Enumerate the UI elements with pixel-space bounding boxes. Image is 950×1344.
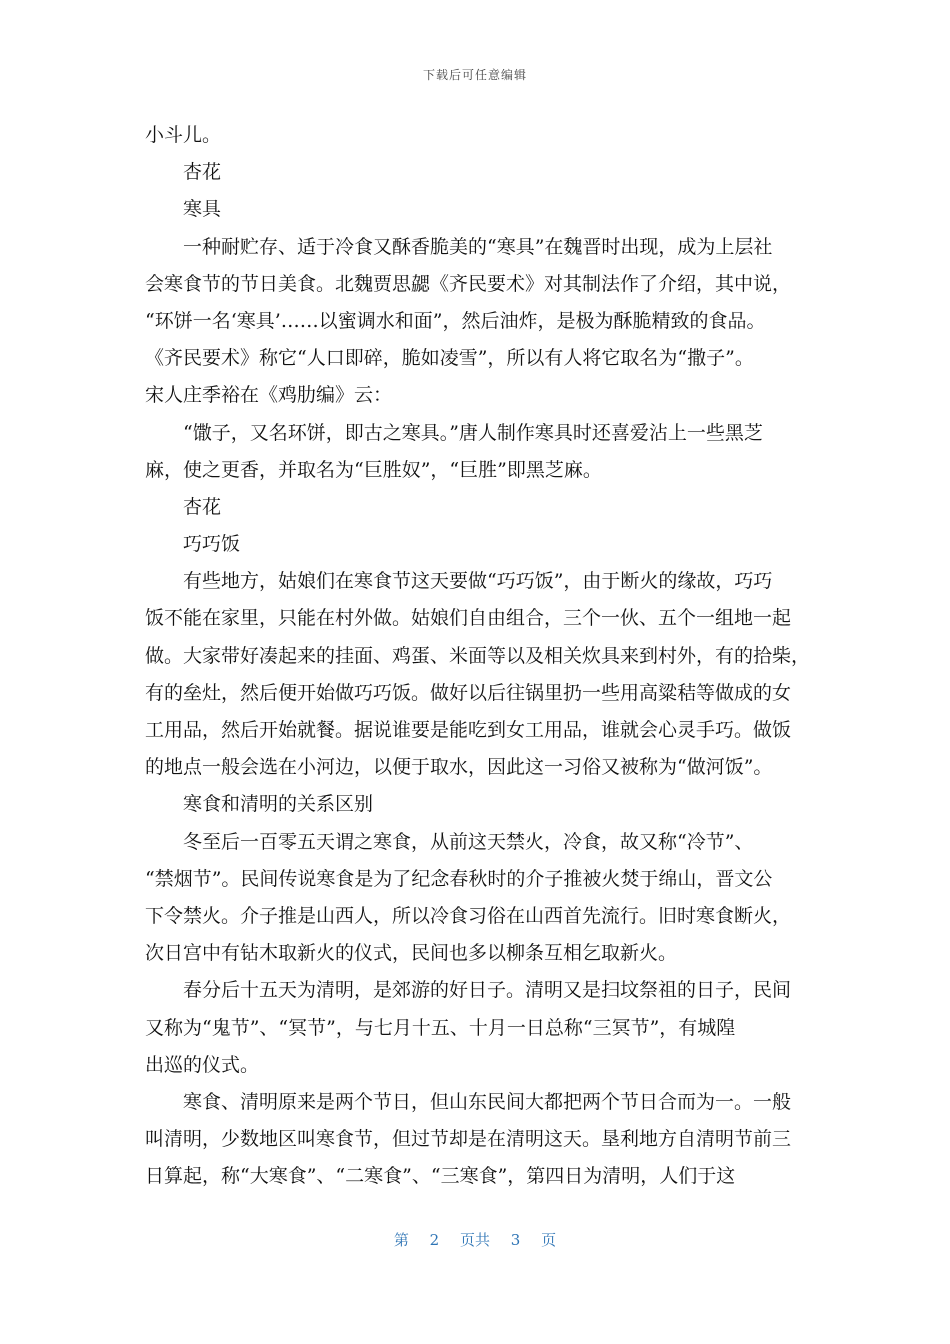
text-line: 寒食和清明的关系区别 <box>183 793 374 816</box>
text-line: 叫清明，少数地区叫寒食节，但过节却是在清明这天。垦利地方自清明节前三 <box>145 1128 792 1151</box>
text-line: 杏花 <box>183 161 222 184</box>
text-line: 有的垒灶，然后便开始做巧巧饭。做好以后往锅里扔一些用高粱秸等做成的女 <box>145 681 792 704</box>
footer-page-number: 2 <box>429 1231 440 1249</box>
text-line: 《齐民要术》称它“人口即碎，脆如凌雪”，所以有人将它取名为“撒子”。 <box>145 347 754 370</box>
text-line: 工用品，然后开始就餐。据说谁要是能吃到女工用品，谁就会心灵手巧。做饭 <box>145 719 792 741</box>
text-line: “禁烟节”。民间传说寒食是为了纪念春秋时的介子推被火焚于绵山，晋文公 <box>145 867 773 890</box>
text-line: 宋人庄季裕在《鸡肋编》云： <box>145 384 393 407</box>
footer-total-pages: 3 <box>510 1231 521 1249</box>
page-footer <box>0 1229 950 1250</box>
text-line: 的地点一般会选在小河边，以便于取水，因此这一习俗又被称为“做河饭”。 <box>145 756 773 779</box>
document-body <box>145 117 811 1195</box>
text-line: 做。大家带好凑起来的挂面、鸡蛋、米面等以及相关炊具来到村外，有的拾柴， <box>145 644 811 667</box>
text-line: 春分后十五天为清明，是郊游的好日子。清明又是扫坟祭祖的日子，民间 <box>183 979 792 1002</box>
text-line: 一种耐贮存、适于冷食又酥香脆美的“寒具”在魏晋时出现，成为上层社 <box>183 235 773 258</box>
footer-prefix: 第 <box>393 1231 409 1249</box>
text-line: “环饼一名‘寒具’……以蜜调水和面”，然后油炸，是极为酥脆精致的食品。 <box>145 309 766 332</box>
text-line: 饭不能在家里，只能在村外做。姑娘们自由组合，三个一伙、五个一组地一起 <box>145 607 792 630</box>
text-line: “馓子，又名环饼，即古之寒具。”唐人制作寒具时还喜爱沾上一些黑芝 <box>183 421 763 444</box>
text-line: 日算起，称“大寒食”、“二寒食”、“三寒食”，第四日为清明，人们于这 <box>145 1165 736 1188</box>
text-line: 会寒食节的节日美食。北魏贾思勰《齐民要术》对其制法作了介绍，其中说， <box>145 272 792 295</box>
text-line: 有些地方，姑娘们在寒食节这天要做“巧巧饭”，由于断火的缘故，巧巧 <box>183 570 773 593</box>
text-line: 出巡的仪式。 <box>145 1053 260 1076</box>
footer-suffix: 页 <box>541 1231 557 1249</box>
text-line: 巧巧饭 <box>183 533 241 556</box>
text-line: 寒具 <box>183 198 222 221</box>
footer-middle: 页共 <box>459 1231 490 1249</box>
text-line: 杏花 <box>183 495 222 518</box>
text-line: 冬至后一百零五天谓之寒食，从前这天禁火，冷食，故又称“冷节”、 <box>183 830 754 853</box>
text-line: 寒食、清明原来是两个节日，但山东民间大都把两个节日合而为一。一般 <box>183 1090 792 1113</box>
text-line: 次日宫中有钻木取新火的仪式，民间也多以柳条互相乞取新火。 <box>145 942 678 965</box>
text-line: 又称为“鬼节”、“冥节”，与七月十五、十月一日总称“三冥节”，有城隍 <box>145 1016 736 1039</box>
text-line: 麻，使之更香，并取名为“巨胜奴”，“巨胜”即黑芝麻。 <box>145 458 602 481</box>
text-line: 下令禁火。介子推是山西人，所以冷食习俗在山西首先流行。旧时寒食断火， <box>145 904 792 927</box>
page-header: 下载后可任意编辑 <box>422 68 527 82</box>
text-line: 小斗儿。 <box>145 124 222 146</box>
